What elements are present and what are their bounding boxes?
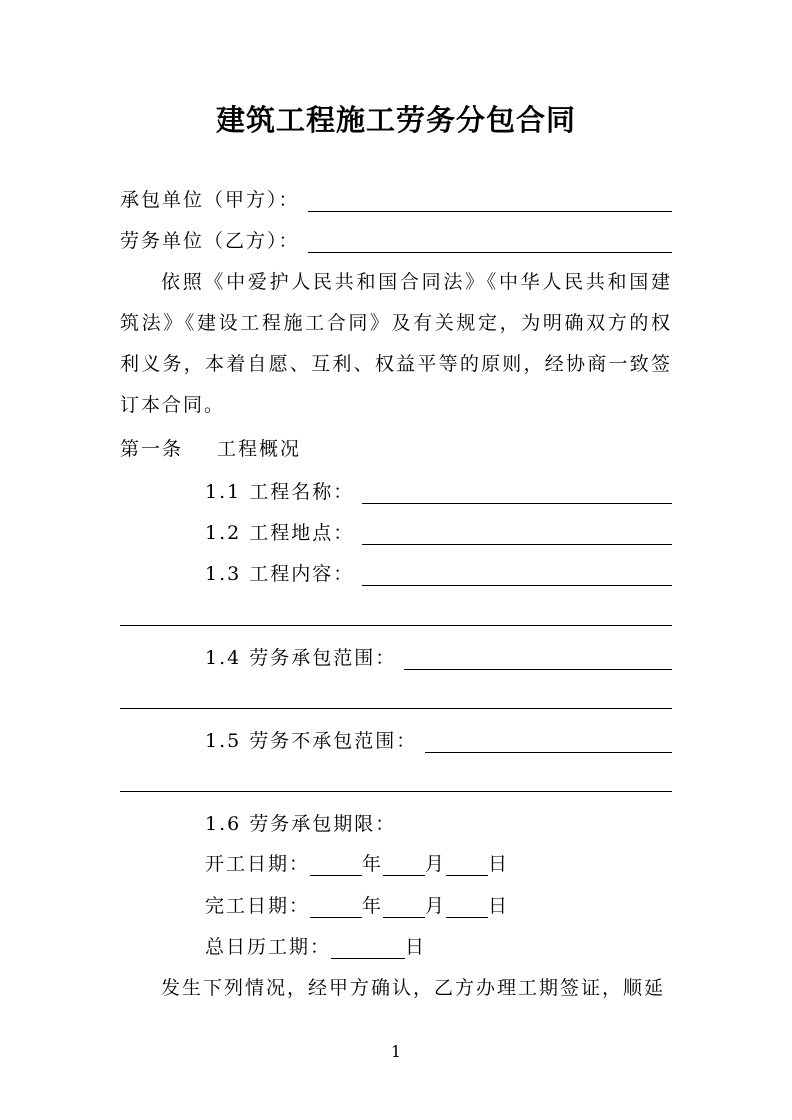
project-name-blank[interactable] xyxy=(362,483,672,504)
total-days-unit: 日 xyxy=(405,936,427,958)
article-1-number: 第一条 xyxy=(120,438,184,460)
end-date-row xyxy=(205,894,509,918)
extension-paragraph: 发生下列情况，经甲方确认，乙方办理工期签证，顺延 xyxy=(161,977,666,999)
party-a-label: 承包单位（甲方）： xyxy=(120,189,300,211)
party-a-blank[interactable] xyxy=(308,191,672,212)
project-name-label: 1.1 工程名称： xyxy=(205,481,355,503)
party-b-label: 劳务单位（乙方）： xyxy=(120,230,300,252)
end-date-label: 完工日期： xyxy=(205,895,311,917)
start-year-blank[interactable] xyxy=(310,855,362,876)
excluded-scope-extra-line[interactable] xyxy=(120,791,672,792)
labor-scope-extra-line[interactable] xyxy=(120,708,672,709)
excluded-scope-row xyxy=(205,729,672,753)
start-date-label: 开工日期： xyxy=(205,853,311,875)
total-days-blank[interactable] xyxy=(331,938,405,959)
party-b-blank[interactable] xyxy=(308,232,672,253)
start-month-unit: 月 xyxy=(425,853,447,875)
project-content-extra-line[interactable] xyxy=(120,625,672,626)
intro-paragraph: 依照《中爱护人民共和国合同法》《中华人民共和国建筑法》《建设工程施工合同》及有关规定，为明确双方的权利义务，本着自愿、互利、权益平等的原则，经协商一致签订本合同。 xyxy=(120,271,672,416)
start-month-blank[interactable] xyxy=(383,855,425,876)
project-location-blank[interactable] xyxy=(362,524,672,545)
end-month-blank[interactable] xyxy=(383,897,425,918)
start-day-blank[interactable] xyxy=(446,855,488,876)
labor-scope-row xyxy=(205,646,672,670)
start-day-unit: 日 xyxy=(488,853,510,875)
total-days-label: 总日历工期： xyxy=(205,936,332,958)
article-1-title: 工程概况 xyxy=(217,438,302,460)
excluded-scope-label: 1.5 劳务不承包范围： xyxy=(205,730,418,752)
project-content-label: 1.3 工程内容： xyxy=(205,563,355,585)
end-year-blank[interactable] xyxy=(310,897,362,918)
project-location-row xyxy=(205,521,672,545)
party-b-row xyxy=(120,229,672,253)
labor-scope-label: 1.4 劳务承包范围： xyxy=(205,647,397,669)
start-date-row xyxy=(205,852,509,876)
contract-period-label: 1.6 劳务承包期限： xyxy=(205,813,397,835)
labor-scope-blank[interactable] xyxy=(404,649,672,670)
total-days-row xyxy=(205,935,426,959)
excluded-scope-blank[interactable] xyxy=(425,732,672,753)
end-day-blank[interactable] xyxy=(446,897,488,918)
project-content-row xyxy=(205,562,672,586)
end-year-unit: 年 xyxy=(362,895,384,917)
project-content-blank[interactable] xyxy=(362,565,672,586)
end-month-unit: 月 xyxy=(425,895,447,917)
start-year-unit: 年 xyxy=(362,853,384,875)
contract-title: 建筑工程施工劳务分包合同 xyxy=(215,103,576,137)
page-number: 1 xyxy=(390,1042,402,1061)
party-a-row xyxy=(120,188,672,212)
article-1-heading xyxy=(120,437,301,461)
project-name-row xyxy=(205,480,672,504)
project-location-label: 1.2 工程地点： xyxy=(205,522,355,544)
end-day-unit: 日 xyxy=(488,895,510,917)
